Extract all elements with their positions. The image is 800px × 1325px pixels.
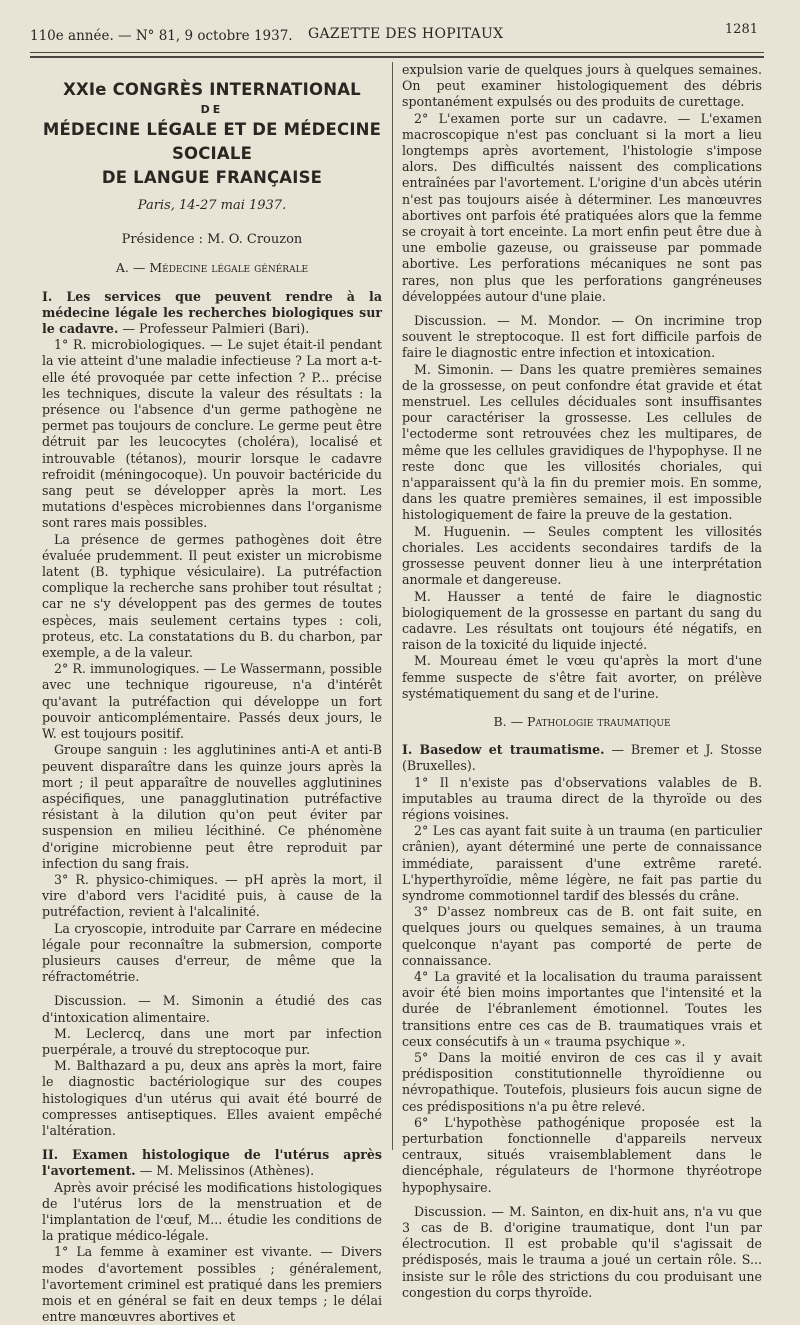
- paragraph: 2° Les cas ayant fait suite à un trauma (en particulier crânien), ayant déterminé une perte de connaissance immédiate, paraissent d'une extrême rareté. L'hyperthyroïdie, même légère, ne fait pas partie du syndrome commotionnel tardif des blessés du crâne.: [402, 823, 762, 903]
- section-1-author: — Professeur Palmieri (Bari).: [122, 321, 310, 337]
- paragraph: M. Leclercq, dans une mort par infection puerpérale, a trouvé du streptocoque pur.: [42, 1025, 382, 1057]
- running-head: [30, 22, 770, 48]
- paragraph: 1° Il n'existe pas d'observations valables de B. imputables au trauma direct de la thyroïde ou des régions voisines.: [402, 774, 762, 822]
- title-line-3: DE LANGUE FRANÇAISE: [101, 168, 323, 187]
- presidence: Présidence : M. O. Crouzon: [121, 232, 303, 248]
- paragraph: M. Simonin. — Dans les quatre premières semaines de la grossesse, on peut confondre état gravide et état menstruel. Les cellules déciduales sont insuffisantes pour caractériser la grossesse. Les cellules de l'ectoderme sont retrouvées chez les multipares, de même que les cellules gravidiques de l'hypophyse. Il ne reste donc que les villosités choriales, qui n'apparaissent qu'à la fin du premier mois. En somme, dans les quatre premières semaines, il est impossible histologiquement de faire la preuve de la gestation.: [402, 361, 762, 523]
- section-3-author: — Bremer et J. Stosse (Bruxelles).: [402, 742, 762, 774]
- header-rule: [30, 52, 764, 53]
- left-column: [42, 62, 382, 1325]
- congress-place-date: Paris, 14-27 mai 1937.: [137, 198, 287, 213]
- section-3-title: I. Basedow et traumatisme.: [402, 742, 605, 758]
- header-rule-thick: [30, 56, 764, 58]
- column-divider: [392, 62, 393, 1150]
- discussion-paragraph: Discussion. — M. Simonin a étudié des cas d'intoxication alimentaire.: [42, 993, 382, 1025]
- section-1-title: I. Les services que peuvent rendre à la médecine légale les recherches biologiques sur le cadavre.: [42, 288, 382, 337]
- section-2-title: II. Examen histologique de l'utérus après l'avortement.: [42, 1147, 382, 1179]
- right-column: [402, 62, 762, 1301]
- issue-line: 110e année. — N° 81, 9 octobre 1937.: [30, 28, 293, 44]
- section-heading-b: B. — Pathologie traumatique: [493, 713, 671, 729]
- page-number: 1281: [724, 22, 758, 37]
- paragraph: La présence de germes pathogènes doit être évaluée prudemment. Il peut exister un microbisme latent (B. typhique vésiculaire). La putréfaction complique la recherche sans prohiber tout résultat ; car ne s'y développent pas des germes de toutes espèces, mais seulement certains types : coli, proteus, etc. La constatations du B. du charbon, par exemple, a de la valeur.: [42, 531, 382, 661]
- section-2-author: — M. Melissinos (Athènes).: [139, 1163, 315, 1179]
- paragraph: M. Moureau émet le vœu qu'après la mort d'une femme suspecte de s'être fait avorter, on prélève systématiquement du sang et de l'urine.: [402, 653, 762, 701]
- paragraph: M. Huguenin. — Seules comptent les villosités choriales. Les accidents secondaires tardifs de la grossesse peuvent donner lieu à une interprétation anormale et dangereuse.: [402, 523, 762, 588]
- paragraph: 6° L'hypothèse pathogénique proposée est la perturbation fonctionnelle d'appareils nerveux centraux, situés vraisemblablement dans le diencéphale, régulateurs de l'hormone thyréotrope hypophysaire.: [402, 1114, 762, 1195]
- section-heading-a: A. — Médecine légale générale: [115, 260, 309, 276]
- title-line-1: XXIe CONGRÈS INTERNATIONAL: [63, 80, 361, 99]
- paragraph: expulsion varie de quelques jours à quelques semaines. On peut examiner histologiquement des débris spontanément expulsés ou des produits de curettage.: [402, 62, 762, 110]
- title-line-2: MÉDECINE LÉGALE ET DE MÉDECINE SOCIALE: [42, 120, 382, 163]
- paragraph: 2° L'examen porte sur un cadavre. — L'examen macroscopique n'est pas concluant si la mort a lieu longtemps après avortement, l'histologie s'impose alors. Des difficultés naissent des complications entraînées par l'avortement. L'origine d'un abcès utérin n'est pas toujours aisée à déterminer. Les manœuvres abortives ont parfois été pratiquées alors que la femme se croyait à tort enceinte. La mort enfin peut être due à une embolie gazeuse, ou graisseuse par pommade abortive. Les perforations mécaniques ne sont pas rares, non plus que les perforations gangréneuses développées autour d'une plaie.: [402, 110, 762, 304]
- section-3-heading: [402, 742, 762, 774]
- paragraph: M. Balthazard a pu, deux ans après la mort, faire le diagnostic bactériologique sur des coupes histologiques d'un utérus qui avait été bourré de compresses antiseptiques. Elles avaient empêché l'altération.: [42, 1058, 382, 1138]
- paragraph: 4° La gravité et la localisation du trauma paraissent avoir été bien moins importantes que l'intensité et la durée de l'ébranlement émotionnel. Toutes les transitions entre ces cas de B. traumatiques vrais et ceux consécutifs à un « trauma psychique ».: [402, 968, 762, 1049]
- paragraph: 3° R. physico-chimiques. — pH après la mort, il vire d'abord vers l'acidité puis, à cause de la putréfaction, revient à l'alcalinité.: [42, 871, 382, 920]
- journal-title: GAZETTE DES HOPITAUX: [308, 26, 504, 42]
- paragraph: Après avoir précisé les modifications histologiques de l'utérus lors de la menstruation et de l'implantation de l'œuf, M... étudie les conditions de la pratique médico-légale.: [42, 1179, 382, 1244]
- paragraph: 5° Dans la moitié environ de ces cas il y avait prédisposition constitutionnelle thyroïdienne ou névropathique. Toutefois, plusieurs fois aucun signe de ces prédispositions n'a pu être relevé.: [402, 1049, 762, 1114]
- section-1-heading: [42, 289, 382, 338]
- paragraph: Groupe sanguin : les agglutinines anti-A et anti-B peuvent disparaître dans les quinze jours après la mort ; il peut apparaître de nouvelles agglutinines aspécifiques, une panagglutination putréfactive résistant à la dilution qu'on peut éviter par suspension en milieu lécithiné. Ce phénomène d'origine microbienne peut être reproduit par infection du sang frais.: [42, 742, 382, 871]
- discussion-paragraph: Discussion. — M. Sainton, en dix-huit ans, n'a vu que 3 cas de B. d'origine traumatique, dont l'un par électrocution. Il est probable qu'il s'agissait de prédisposés, mais le trauma a joué un certain rôle. S... insiste sur le rôle des strictions du cou produisant une congestion du corps thyroïde.: [402, 1203, 762, 1300]
- paragraph: M. Hausser a tenté de faire le diagnostic biologiquement de la grossesse en partant du sang du cadavre. Les résultats ont toujours été négatifs, en raison de la toxicité du liquide injecté.: [402, 588, 762, 653]
- paragraph: 1° R. microbiologiques. — Le sujet était-il pendant la vie atteint d'une maladie infectieuse ? La mort a-t-elle été provoquée par cette infection ? P... précise les techniques, discute la valeur des résultats : la présence ou l'absence d'un germe pathogène ne permet pas toujours de conclure. Le germe peut être détruit par les leucocytes (choléra), localisé et introuvable (tétanos), mourir lorsque le cadavre refroidit (méningocoque). Un pouvoir bactéricide du sang peut se développer après la mort. Les mutations d'espèces microbiennes dans l'organisme sont rares mais possibles.: [42, 337, 382, 531]
- paragraph: La cryoscopie, introduite par Carrare en médecine légale pour reconnaître la submersion, comporte plusieurs causes d'erreur, de même que la réfractométrie.: [42, 920, 382, 985]
- paragraph: 2° R. immunologiques. — Le Wassermann, possible avec une technique rigoureuse, n'a d'intérêt qu'avant la putréfaction qui développe un fort pouvoir anticomplémentaire. Passés deux jours, le W. est toujours positif.: [42, 661, 382, 742]
- discussion-paragraph: Discussion. — M. Mondor. — On incrimine trop souvent le streptocoque. Il est fort difficile parfois de faire le diagnostic entre infection et intoxication.: [402, 313, 762, 361]
- paragraph: 1° La femme à examiner est vivante. — Divers modes d'avortement possibles ; généralement, l'avortement criminel est pratiqué dans les premiers mois et en général se fait en deux temps ; le délai entre manœuvres abortives et: [42, 1244, 382, 1325]
- congress-title: [42, 78, 382, 214]
- paragraph: 3° D'assez nombreux cas de B. ont fait suite, en quelques jours ou quelques semaines, à un trauma quelconque n'ayant pas comporté de perte de connaissance.: [402, 904, 762, 968]
- section-2-heading: [42, 1147, 382, 1179]
- title-de: DE: [200, 103, 224, 116]
